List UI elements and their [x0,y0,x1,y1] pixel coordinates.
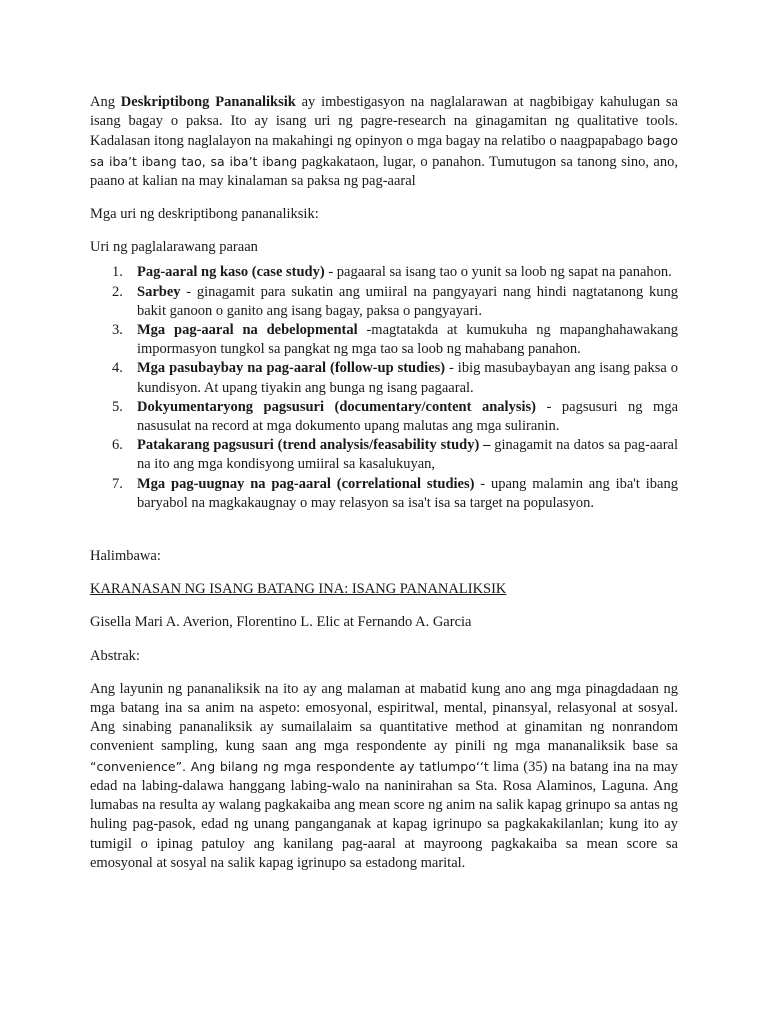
example-label: Halimbawa: [90,548,161,565]
document-page [90,93,678,873]
list-item-desc: - upang malamin ang iba't ibang baryabol na magkakaugnay o may relasyon sa isa't isa sa target na populasyon. [137,475,678,511]
list-item-desc: - ibig masubaybayan ang isang paksa o kundisyon. At upang tiyakin ang bunga ng isang pagaaral. [137,360,679,396]
study-title: KARANASAN NG ISANG BATANG INA: ISANG PANANALIKSIK [90,581,507,598]
list-item-number: 7. [112,475,123,492]
list-item-desc: ginagamit na datos sa pag-aaral na ito ang mga kondisyong umiiral sa kasalukuyan, [137,437,678,473]
abstract-odd-font-run: “convenience”. Ang bilang ng mga respondente ay tatlumpo‘‘t [90,758,489,774]
abstract-label: Abstrak: [90,647,140,664]
list-item [90,398,678,436]
list-item-name: Patakarang pagsusuri (trend analysis/feasability study) – [137,437,491,454]
list-item-desc: - pagaaral sa isang tao o yunit sa loob ng sapat na panahon. [324,264,672,281]
list-item-number: 1. [112,264,123,281]
list-item-number: 3. [112,322,123,339]
list-item [90,263,678,282]
types-heading: Mga uri ng deskriptibong pananaliksik: [90,206,319,223]
list-item-name: Mga pasubaybay na pag-aaral (follow-up studies) [137,360,446,377]
list-item [90,436,678,474]
types-list [90,263,678,513]
list-item-name: Dokyumentaryong pagsusuri (documentary/content analysis) [137,398,536,415]
list-item-number: 2. [112,283,123,300]
list-item-desc: - ginagamit para sukatin ang umiiral na pangyayari nang hindi nagtatanong kung bakit ganoon o ganito ang isang bagay, paksa o pangyayari. [137,283,678,319]
list-item-desc: -magtatakda at kumukuha ng mapanghahawakang impormasyon tungkol sa pangkat ng mga tao sa loob ng mahabang panahon. [137,322,679,358]
intro-paragraph [90,93,678,191]
method-heading: Uri ng paglalarawang paraan [90,239,258,256]
intro-text-1: ay imbestigasyon na naglalarawan at nagbibigay kahulugan sa isang bagay o paksa. Ito ay isang uri ng pagre-research na ginagamitan ng qualitative tools. Kadalasan itong naglalayon na makahingi ng opinyon o mga bagay na relatibo o naagpapabago [90,94,678,150]
list-item-number: 5. [112,398,123,415]
intro-term: Deskriptibong Pananaliksik [120,94,296,110]
intro-odd-font-run: bago sa iba’t ibang tao, sa iba’t ibang [90,133,678,169]
authors: Gisella Mari A. Averion, Florentino L. Elic at Fernando A. Garcia [90,614,472,631]
list-item-number: 4. [112,360,123,377]
list-item [90,359,678,397]
list-item [90,283,678,321]
abstract-text-1: Ang layunin ng pananaliksik na ito ay ang malaman at mabatid kung ano ang mga pinagdadaan ng mga batang ina sa anim na aspeto: emosyonal, espiritwal, mental, pinansyal, relasyonal at sosyal. Ang sinabing pananaliksik ay sumailalaim sa quantitative method at ginamitan ng nonrandom convenient sampling, kung saan ang mga respondente ay pinili ng mga mananaliksik base sa [90,680,678,755]
list-item [90,475,678,513]
list-item [90,321,678,359]
intro-lead: Ang [90,94,121,110]
list-item-desc: - pagsusuri ng mga nasusulat na record at mga dokumento upang malutas ang mga suliranin. [137,398,679,435]
list-item-name: Mga pag-aaral na debelopmental [137,322,358,339]
list-item-number: 6. [112,437,123,454]
list-item-name: Sarbey [137,283,181,300]
abstract-paragraph [90,680,678,873]
intro-text-2: pagkakataon, lugar, o panahon. Tumutugon sa tanong sino, ano, paano at kalian na may kinalaman sa paksa ng pag-aaral [90,153,678,189]
list-item-name: Mga pag-uugnay na pag-aaral (correlational studies) [137,475,475,492]
abstract-text-2: lima (35) na batang ina na may edad na labing-dalawa hanggang labing-walo na naninirahan sa Sta. Rosa Alaminos, Laguna. Ang lumabas na resulta ay walang pagkakaiba ang mean score ng anim na salik kapag grinupo sa antas ng huling pag-pasok, edad ng unang panganganak at kapag igrinupo sa pagkakakilanlan; kung ito ay tumigil o ipinag patuloy ang kanilang pag-aaral at mayroong pagkakaiba sa mean score sa emosyonal at sosyal na salik kapag igrinupo sa estadong marital. [90,758,678,871]
list-item-name: Pag-aaral ng kaso (case study) [137,264,325,281]
